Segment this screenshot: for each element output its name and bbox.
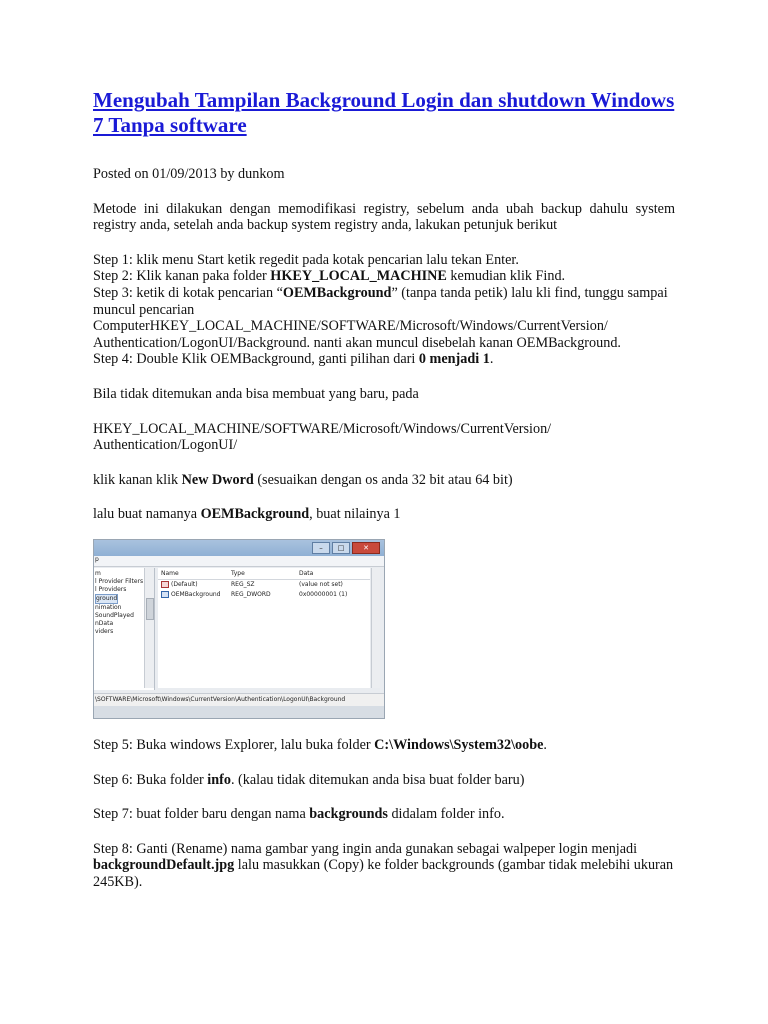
- window-bottom-border: [94, 706, 384, 718]
- table-row: [158, 580, 370, 590]
- binary-value-icon: [161, 591, 169, 598]
- step-4-text-end: .: [489, 351, 494, 368]
- new-dword-bold: New Dword: [181, 471, 254, 488]
- post-author: dunkom: [238, 166, 285, 182]
- step-7-text: Step 7: buat folder baru dengan nama: [93, 806, 310, 823]
- step-3-bold: OEMBackground: [282, 284, 392, 301]
- step-2-text-end: kemudian klik Find.: [446, 268, 566, 285]
- value-name: OEMBackground: [171, 590, 221, 598]
- column-data: Data: [299, 569, 314, 577]
- article: [93, 88, 675, 890]
- by-text: by: [216, 166, 239, 182]
- tree-item: viders: [95, 627, 114, 635]
- tree-scrollbar: [144, 568, 154, 688]
- registry-path: [93, 421, 675, 454]
- step-5-text: Step 5: Buka windows Explorer, lalu buka folder: [93, 736, 375, 753]
- step-1: Step 1: klik menu Start ketik regedit pada kotak pencarian lalu tekan Enter.: [93, 251, 519, 268]
- registry-path-line-1: HKEY_LOCAL_MACHINE/SOFTWARE/Microsoft/Windows/CurrentVersion/: [93, 420, 552, 437]
- column-type: Type: [231, 569, 245, 577]
- tree-item: l Provider Filters: [95, 577, 144, 585]
- step-6-text: Step 6: Buka folder: [93, 771, 208, 788]
- name-value-paragraph: [93, 506, 675, 523]
- registry-path-line-2: Authentication/LogonUI/: [93, 437, 238, 454]
- step-3-text-end: ” (tanpa tanda petik) lalu kli find, tunggu sampai muncul pencarian: [93, 284, 668, 318]
- article-title: [93, 88, 675, 138]
- step-8-text-end: lalu masukkan (Copy) ke folder backgrounds (gambar tidak melebihi ukuran 245KB).: [93, 857, 674, 890]
- step-5: [93, 737, 675, 754]
- value-type: REG_DWORD: [231, 590, 271, 598]
- step-3-path-line-2: Authentication/LogonUI/Background. nanti akan muncul disebelah kanan OEMBackground.: [93, 334, 621, 351]
- step-7: [93, 806, 675, 823]
- step-2-text: Step 2: Klik kanan paka folder: [93, 268, 271, 285]
- new-dword-paragraph: [93, 472, 675, 489]
- article-title-link[interactable]: Mengubah Tampilan Background Login dan shutdown Windows 7 Tanpa software: [93, 88, 675, 137]
- step-7-text-end: didalam folder info.: [387, 806, 505, 823]
- window-controls: [312, 542, 380, 554]
- window-menu: p: [94, 556, 385, 567]
- tree-item: m: [95, 569, 101, 577]
- maximize-icon: □: [332, 542, 350, 554]
- values-header: [158, 568, 370, 580]
- registry-editor-screenshot: [93, 539, 385, 719]
- step-3-text: Step 3: ketik di kotak pencarian “: [93, 284, 283, 301]
- value-type: REG_SZ: [231, 580, 255, 588]
- registry-values-list: [158, 568, 370, 688]
- values-scrollbar: [371, 568, 380, 688]
- step-7-bold: backgrounds: [309, 806, 388, 823]
- window-titlebar: [94, 540, 384, 556]
- post-date: 01/09/2013: [152, 166, 217, 182]
- tree-item-selected-label: ground: [96, 594, 118, 602]
- intro-paragraph: Metode ini dilakukan dengan memodifikasi registry, sebelum anda ubah backup dahulu system registry anda, setelah anda backup system registry anda, lakukan petunjuk berikut: [93, 200, 675, 234]
- tree-item: nimation: [95, 603, 122, 611]
- value-name-cell: [158, 580, 231, 590]
- step-8-text: Step 8: Ganti (Rename) nama gambar yang ingin anda gunakan sebagai walpeper login menjadi: [93, 840, 638, 857]
- step-4-text: Step 4: Double Klik OEMBackground, ganti pilihan dari: [93, 351, 419, 368]
- step-4-bold: 0 menjadi 1: [418, 351, 490, 368]
- string-value-icon: [161, 581, 169, 588]
- column-name: Name: [161, 569, 179, 577]
- tree-scrollbar-thumb: [146, 598, 154, 620]
- step-4: [93, 351, 675, 368]
- step-5-bold: C:\Windows\System32\oobe: [374, 736, 544, 753]
- step-8: [93, 841, 675, 891]
- step-3-path-line: ComputerHKEY_LOCAL_MACHINE/SOFTWARE/Microsoft/Windows/CurrentVersion/: [93, 318, 608, 335]
- tree-item: l Providers: [95, 585, 127, 593]
- name-value-bold: OEMBackground: [200, 506, 310, 523]
- tree-item: nData: [95, 619, 114, 627]
- table-row: [158, 590, 370, 600]
- tree-item: SoundPlayed: [95, 611, 134, 619]
- step-5-text-end: .: [543, 736, 547, 753]
- name-value-text-end: , buat nilainya 1: [309, 506, 401, 523]
- new-dword-text-end: (sesuaikan dengan os anda 32 bit atau 64 bit): [253, 471, 513, 488]
- step-2: [93, 268, 675, 285]
- name-value-text: lalu buat namanya: [93, 506, 201, 523]
- value-name-cell: [158, 590, 231, 600]
- step-6: [93, 772, 675, 789]
- minimize-icon: –: [312, 542, 330, 554]
- posted-prefix: Posted on: [93, 166, 153, 182]
- step-8-bold: backgroundDefault.jpg: [93, 857, 235, 874]
- not-found-paragraph: Bila tidak ditemukan anda bisa membuat yang baru, pada: [93, 385, 419, 402]
- step-2-bold: HKEY_LOCAL_MACHINE: [270, 268, 447, 285]
- step-6-bold: info: [207, 771, 231, 788]
- post-meta: [93, 166, 675, 183]
- value-data: 0x00000001 (1): [299, 590, 348, 598]
- value-data: (value not set): [299, 580, 343, 588]
- new-dword-text: klik kanan klik: [93, 471, 182, 488]
- registry-status-path: \SOFTWARE\Microsoft\Windows\CurrentVersion\Authentication\LogonUI\Background: [94, 693, 385, 706]
- step-6-text-end: . (kalau tidak ditemukan anda bisa buat folder baru): [230, 771, 525, 788]
- close-icon: ✕: [352, 542, 380, 554]
- step-3: [93, 285, 675, 318]
- steps-1-4: [93, 252, 675, 368]
- value-name: (Default): [171, 580, 198, 588]
